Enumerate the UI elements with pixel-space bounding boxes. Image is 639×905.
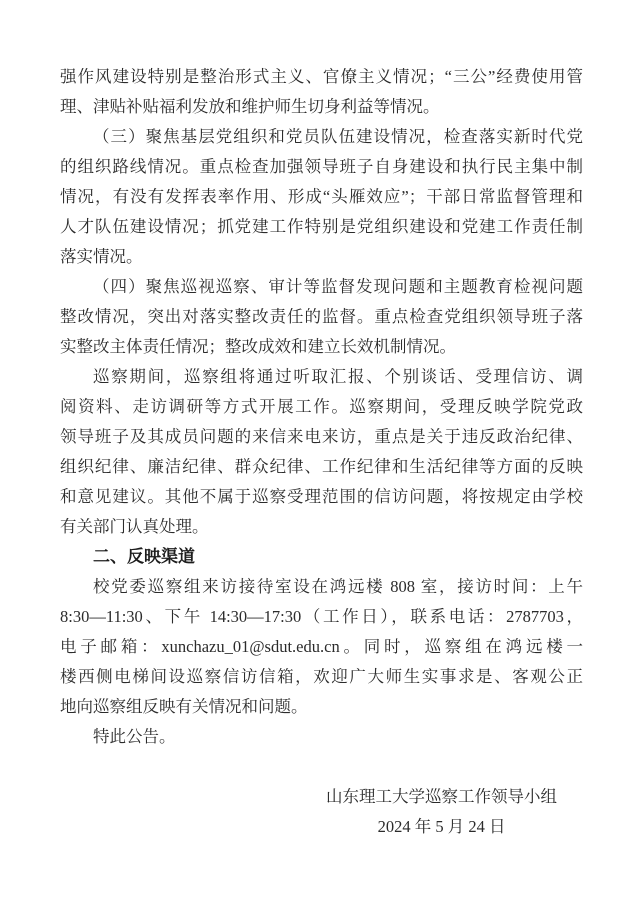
text-line: 楼西侧电梯间设巡察信访信箱，欢迎广大师生实事求是、客观公正: [60, 667, 583, 686]
text-line: 强作风建设特别是整治形式主义、官僚主义情况；“三公”经费使用管: [60, 67, 583, 86]
text-line: 领导班子及其成员问题的来信来电来访，重点是关于违反政治纪律、: [60, 427, 583, 446]
text-line: 特此公告。: [93, 727, 176, 746]
text-line: 8:30—11:30、下午 14:30—17:30（工作日），联系电话：2787703，: [60, 607, 583, 626]
text-line: 人才队伍建设情况；抓党建工作特别是党组织建设和党建工作责任制: [60, 217, 583, 236]
text-line: 有关部门认真处理。: [60, 517, 209, 536]
text-line: （三）聚焦基层党组织和党员队伍建设情况，检查落实新时代党: [93, 127, 583, 146]
text-line: 理、津贴补贴福利发放和维护师生切身利益等情况。: [60, 97, 440, 116]
text-line: 实整改主体责任情况；整改成效和建立长效机制情况。: [60, 337, 456, 356]
text-line: 阅资料、走访调研等方式开展工作。巡察期间，受理反映学院党政: [60, 397, 583, 416]
signature-date: 2024 年 5 月 24 日: [377, 817, 506, 836]
signature-inner: [326, 782, 557, 842]
para-closing-announcement: [60, 722, 583, 752]
signature-block: [60, 782, 583, 842]
text-line: 情况，有没有发挥表率作用、形成“头雁效应”；干部日常监督管理和: [60, 187, 583, 206]
para-item-three-party-organization: [60, 122, 583, 272]
para-contact-info: [60, 572, 583, 722]
text-line: 巡察期间，巡察组将通过听取汇报、个别谈话、受理信访、调: [93, 367, 583, 386]
para-item-four-rectification: [60, 272, 583, 362]
section-heading: 二、反映渠道: [93, 547, 195, 566]
signature-org: 山东理工大学巡察工作领导小组: [326, 787, 557, 806]
text-line: 地向巡察组反映有关情况和问题。: [60, 697, 308, 716]
text-line: 落实情况。: [60, 247, 143, 266]
para-inspection-methods: [60, 362, 583, 542]
para-continuation-workstyle: [60, 62, 583, 122]
text-line: 的组织路线情况。重点检查加强领导班子自身建设和执行民主集中制: [60, 157, 583, 176]
text-line: 校党委巡察组来访接待室设在鸿远楼 808 室，接访时间：上午: [93, 577, 583, 596]
text-line: 电子邮箱：xunchazu_01@sdut.edu.cn。同时，巡察组在鸿远楼一: [60, 637, 583, 656]
text-line: 和意见建议。其他不属于巡察受理范围的信访问题，将按规定由学校: [60, 487, 583, 506]
text-line: （四）聚焦巡视巡察、审计等监督发现问题和主题教育检视问题: [93, 277, 583, 296]
text-line: 整改情况，突出对落实整改责任的监督。重点检查党组织领导班子落: [60, 307, 583, 326]
heading-feedback-channels: [60, 542, 583, 572]
text-line: 组织纪律、廉洁纪律、群众纪律、工作纪律和生活纪律等方面的反映: [60, 457, 583, 476]
document-body: [60, 62, 583, 842]
